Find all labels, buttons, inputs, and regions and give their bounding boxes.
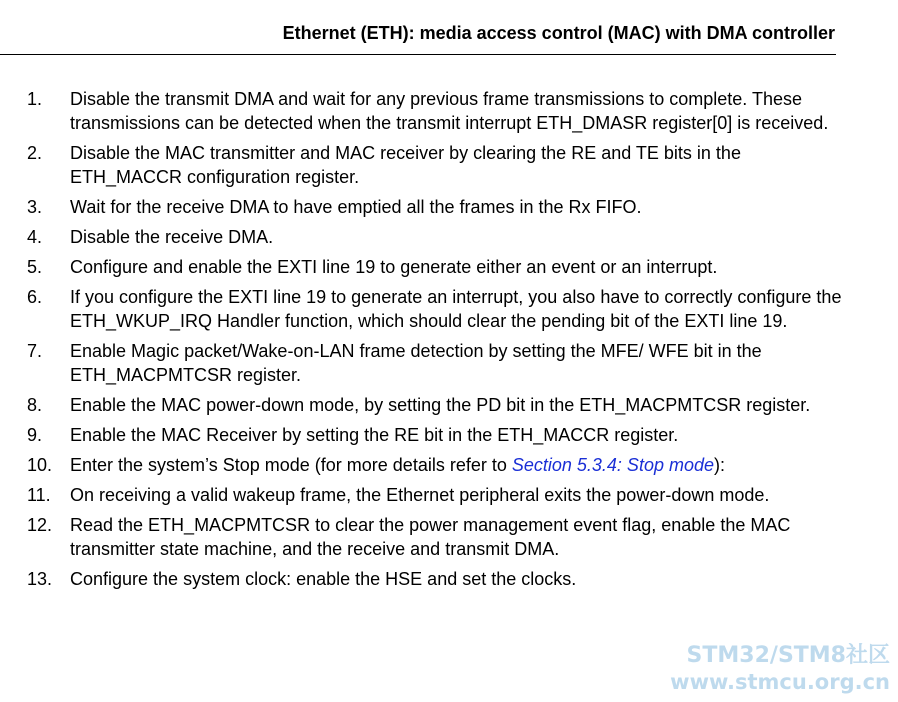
- step-text: Wait for the receive DMA to have emptied all the frames in the Rx FIFO.: [70, 197, 642, 217]
- section-link-stop-mode[interactable]: Section 5.3.4: Stop mode: [511, 455, 714, 475]
- step-number: 1.: [27, 89, 43, 109]
- step-text: On receiving a valid wakeup frame, the Ethernet peripheral exits the power-down mode.: [70, 485, 770, 505]
- list-item: [27, 285, 847, 333]
- step-number: 3.: [27, 197, 43, 217]
- step-text: Enable the MAC power-down mode, by setting the PD bit in the ETH_MACPMTCSR register.: [70, 395, 811, 415]
- list-item: [27, 453, 847, 477]
- step-text: Enable Magic packet/Wake-on-LAN frame detection by setting the MFE/ WFE bit in the ETH_MACPMTCSR register.: [70, 341, 762, 385]
- step-text: Configure and enable the EXTI line 19 to generate either an event or an interrupt.: [70, 257, 718, 277]
- list-item: [27, 339, 847, 387]
- step-number: 8.: [27, 395, 43, 415]
- procedure-list: [27, 87, 847, 597]
- watermark-line-2: www.stmcu.org.cn: [670, 670, 890, 694]
- step-number: 10.: [27, 455, 53, 475]
- step-number: 13.: [27, 569, 53, 589]
- step-text: Disable the MAC transmitter and MAC receiver by clearing the RE and TE bits in the ETH_MACCR configuration register.: [70, 143, 741, 187]
- step-number: 7.: [27, 341, 43, 361]
- step-text: [70, 453, 847, 477]
- list-item: [27, 513, 847, 561]
- list-item: [27, 483, 847, 507]
- step-number: 9.: [27, 425, 43, 445]
- list-item: [27, 87, 847, 135]
- list-item: [27, 255, 847, 279]
- step-number: 4.: [27, 227, 43, 247]
- list-item: [27, 567, 847, 591]
- header-divider: [0, 54, 836, 55]
- list-item: [27, 141, 847, 189]
- list-item: [27, 225, 847, 249]
- step-text: Disable the transmit DMA and wait for any previous frame transmissions to complete. These transmissions can be detected when the transmit interrupt ETH_DMASR register[0] is received.: [70, 89, 829, 133]
- watermark-line-1: STM32/STM8社区: [686, 643, 890, 668]
- page-header-title: Ethernet (ETH): media access control (MAC) with DMA controller: [282, 23, 835, 43]
- step-text: Read the ETH_MACPMTCSR to clear the power management event flag, enable the MAC transmitter state machine, and the receive and transmit DMA.: [70, 515, 791, 559]
- list-item: [27, 423, 847, 447]
- step-number: 2.: [27, 143, 43, 163]
- step-number: 11.: [27, 485, 51, 505]
- step-text-before-link: Enter the system’s Stop mode (for more details refer to: [70, 455, 512, 475]
- step-text-after-link: ):: [714, 455, 725, 475]
- site-watermark: [670, 643, 890, 695]
- step-text: Enable the MAC Receiver by setting the RE bit in the ETH_MACCR register.: [70, 425, 679, 445]
- step-text: Disable the receive DMA.: [70, 227, 274, 247]
- step-text: If you configure the EXTI line 19 to generate an interrupt, you also have to correctly configure the ETH_WKUP_IRQ Handler function, which should clear the pending bit of the EXTI line 19.: [70, 287, 842, 331]
- step-number: 5.: [27, 257, 43, 277]
- step-text: Configure the system clock: enable the HSE and set the clocks.: [70, 569, 577, 589]
- list-item: [27, 195, 847, 219]
- step-number: 12.: [27, 515, 53, 535]
- list-item: [27, 393, 847, 417]
- step-number: 6.: [27, 287, 43, 307]
